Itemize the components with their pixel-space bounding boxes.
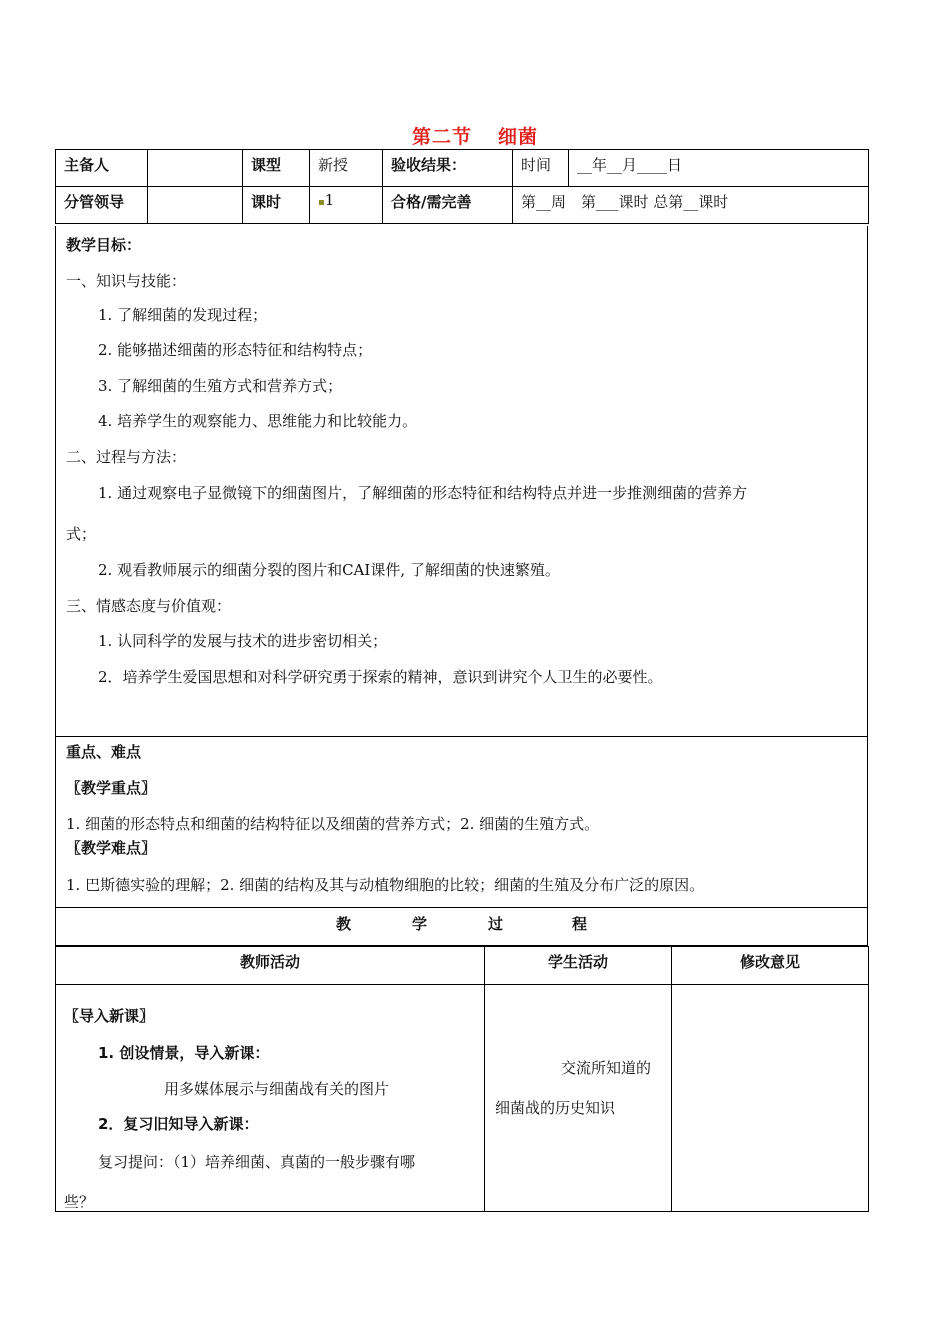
period-label: 课时	[243, 187, 310, 224]
s1-item: 2. 能够描述细菌的形态特征和结构特点；	[98, 341, 373, 359]
header-row-1	[56, 150, 869, 187]
leader-value	[148, 187, 243, 224]
process-char: 过	[488, 915, 504, 933]
activity-table	[55, 946, 869, 1212]
teacher-activity-cell	[56, 985, 485, 1212]
focus-text: 1. 细菌的形态特点和细菌的结构特征以及细菌的营养方式；2. 细菌的生殖方式。	[66, 815, 600, 833]
process-heading	[55, 908, 868, 946]
page-title	[0, 122, 950, 149]
process-char: 学	[412, 915, 428, 933]
s1-item: 3. 了解细菌的生殖方式和营养方式；	[98, 377, 343, 395]
result-label: 合格/需完善	[383, 187, 513, 224]
s3-item: 2．培养学生爱国思想和对科学研究勇于探索的精神，意识到讲究个人卫生的必要性。	[98, 668, 663, 686]
accept-label: 验收结果：	[383, 150, 513, 187]
step2-text-b: 些？	[64, 1193, 95, 1211]
title-part2: 细菌	[498, 126, 539, 148]
step1-text: 用多媒体展示与细菌战有关的图片	[164, 1080, 390, 1098]
s2-item-1a: 1. 通过观察电子显微镜下的细菌图片，了解细菌的形态特征和结构特点并进一步推测细菌的营养方	[98, 484, 748, 502]
step2-title: 2．复习旧知导入新课：	[98, 1115, 259, 1133]
notes-cell	[672, 985, 869, 1212]
s2-item-1b: 式；	[66, 525, 97, 543]
difficulty-title: 〖教学难点〗	[66, 839, 157, 857]
header-student: 学生活动	[485, 947, 672, 985]
difficulty-text: 1. 巴斯德实验的理解；2. 细菌的结构及其与动植物细胞的比较；细菌的生殖及分布广泛的原因。	[66, 876, 705, 894]
time-label: 时间	[513, 150, 569, 187]
lead-value	[148, 150, 243, 187]
type-label: 课型	[243, 150, 310, 187]
keypoints-heading: 重点、难点	[66, 743, 142, 761]
period-value: 1	[324, 191, 335, 209]
s2-item-2: 2. 观看教师展示的细菌分裂的图片和CAI课件, 了解细菌的快速繁殖。	[98, 561, 560, 579]
title-part1: 第二节	[411, 126, 472, 148]
student-line-1: 交流所知道的	[561, 1059, 652, 1077]
activity-header-row	[56, 947, 869, 985]
dot-mark: ▪	[318, 197, 325, 208]
focus-title: 〖教学重点〗	[66, 779, 157, 797]
student-line-2: 细菌战的历史知识	[495, 1099, 616, 1117]
keypoints-section	[55, 737, 868, 908]
s3-title: 三、情感态度与价值观：	[66, 597, 232, 615]
step1-title: 1. 创设情景，导入新课：	[98, 1044, 270, 1062]
step2-text-a: 复习提问：（1）培养细菌、真菌的一般步骤有哪	[98, 1153, 416, 1171]
s1-item: 1. 了解细菌的发现过程；	[98, 306, 268, 324]
process-char: 程	[572, 915, 588, 933]
s1-title: 一、知识与技能：	[66, 272, 187, 290]
type-value: 新授	[310, 150, 383, 187]
time-value: __年__月____日	[569, 150, 869, 187]
s2-title: 二、过程与方法：	[66, 448, 187, 466]
lead-label: 主备人	[56, 150, 148, 187]
process-char: 教	[336, 915, 352, 933]
header-teacher: 教师活动	[56, 947, 485, 985]
s1-item: 4. 培养学生的观察能力、思维能力和比较能力。	[98, 412, 418, 430]
header-notes: 修改意见	[672, 947, 869, 985]
period-cell	[310, 187, 383, 224]
s3-item: 1. 认同科学的发展与技术的进步密切相关；	[98, 632, 388, 650]
intro-title: 〖导入新课〗	[64, 1007, 155, 1025]
student-activity-cell	[485, 985, 672, 1212]
objectives-heading: 教学目标：	[66, 236, 142, 254]
activity-content-row	[56, 985, 869, 1212]
objectives-section	[55, 226, 868, 737]
leader-label: 分管领导	[56, 187, 148, 224]
header-table	[55, 149, 869, 224]
week-value: 第__周 第___课时 总第__课时	[513, 187, 869, 224]
header-row-2	[56, 187, 869, 224]
